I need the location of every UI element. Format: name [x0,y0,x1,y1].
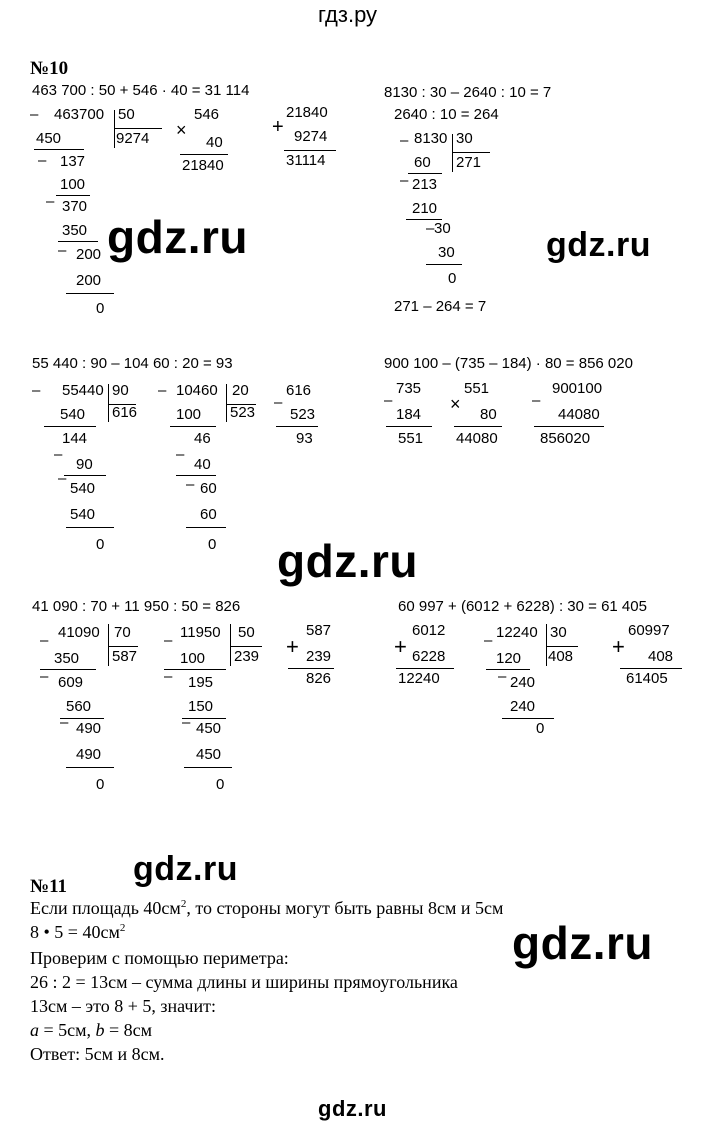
b4-equation: 900 100 – (735 – 184) · 80 = 856 020 [384,355,633,372]
task11-answer: Ответ: 5см и 8см. [30,1044,165,1064]
watermark: gdz.ru [512,917,653,969]
b3-equation: 55 440 : 90 – 104 60 : 20 = 93 [32,355,233,372]
b5-equation: 41 090 : 70 + 11 950 : 50 = 826 [32,598,241,615]
b2-line2: 2640 : 10 = 264 [394,106,499,123]
b6-equation: 60 997 + (6012 + 6228) : 30 = 61 405 [398,598,647,615]
task11-line-1: Если площадь $40см^2$, то стороны могут быть равны 8см и 5см [30,898,504,918]
watermark: gdz.ru [107,211,248,263]
quotient: 9274 [116,130,150,147]
b1-equation: 463 700 : 50 + 546 · 40 = 31 114 [32,82,250,99]
watermark: gdz.ru [133,850,238,888]
divisor: 50 [118,106,135,123]
b2-check: 271 – 264 = 7 [394,298,487,315]
task10-label: №10 [30,58,69,79]
watermark: gdz.ru [546,226,651,264]
task11-line-5: 13см – это 8 + 5, значит: [30,996,216,1016]
site-header: гдз.ру [318,2,378,27]
dividend: 463700 [54,106,105,123]
task11-line-4: 26 : 2 = 13см – сумма длины и ширины прямоугольника [30,972,458,992]
site-footer: gdz.ru [318,1096,387,1121]
task11-line-6: a = 5см, b = 8см [30,1020,153,1040]
b2-equation: 8130 : 30 – 2640 : 10 = 7 [384,84,552,101]
task11-label: №11 [30,876,68,897]
task11-line-3: Проверим с помощью периметра: [30,948,289,968]
task11-line-2: 8 • $5 = 40см^2$ [30,922,126,942]
watermark: gdz.ru [277,535,418,587]
